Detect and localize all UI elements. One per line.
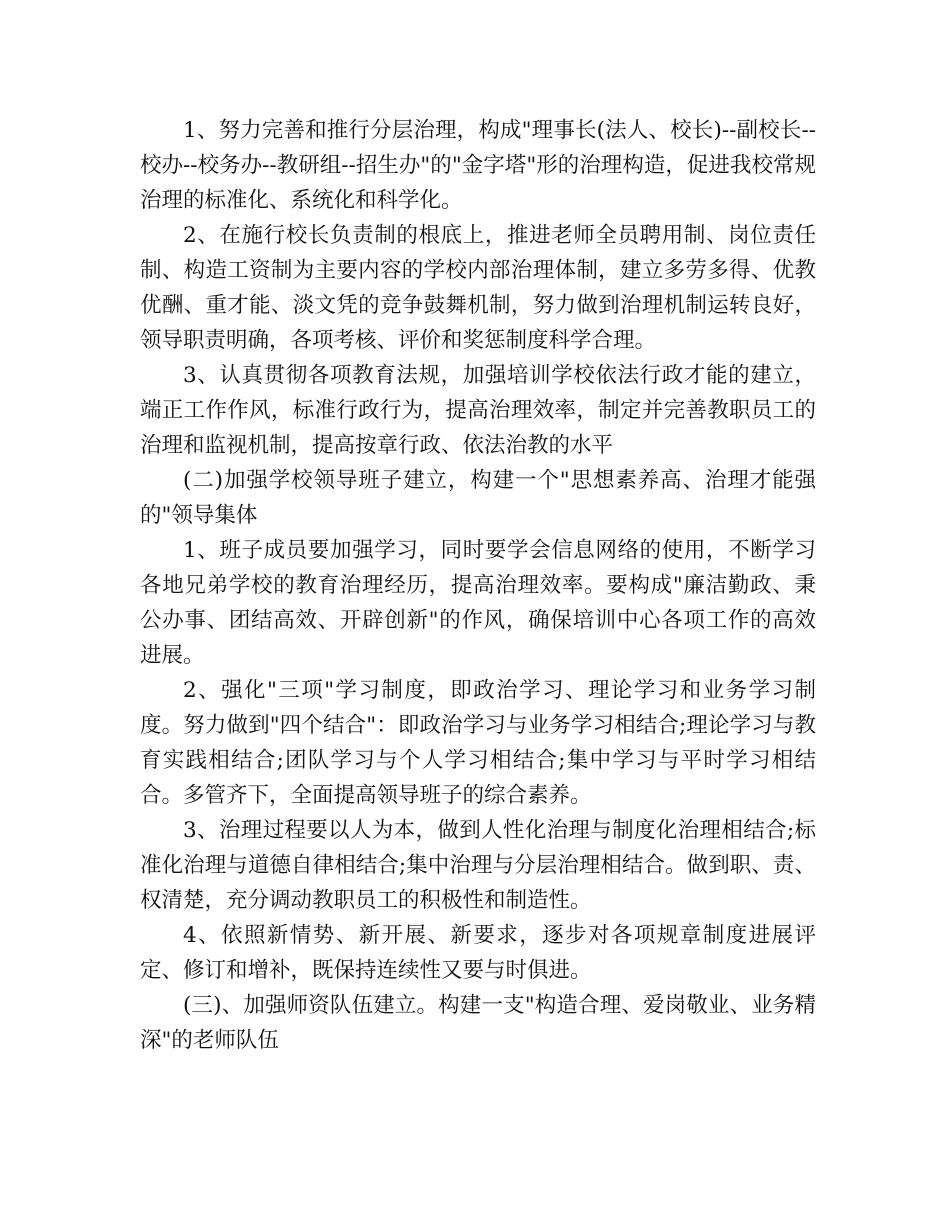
paragraph-3: 3、认真贯彻各项教育法规，加强培训学校依法行政才能的建立，端正工作作风，标准行政行为，提高治理效率，制定并完善教职员工的治理和监视机制，提高按章行政、依法治教的水平 bbox=[140, 363, 816, 458]
paragraph-1: 1、努力完善和推行分层治理，构成"理事长(法人、校长)--副校长--校办--校务办--教研组--招生办"的"金字塔"形的治理构造，促进我校常规治理的标准化、系统化和科学化。 bbox=[140, 118, 816, 213]
document-body bbox=[140, 113, 816, 1058]
paragraph-4: 1、班子成员要加强学习，同时要学会信息网络的使用，不断学习各地兄弟学校的教育治理经历，提高治理效率。要构成"廉洁勤政、秉公办事、团结高效、开辟创新"的作风，确保培训中心各项工作的高效进展。 bbox=[140, 538, 816, 668]
section-heading-3: (三)、加强师资队伍建立。构建一支"构造合理、爱岗敬业、业务精深"的老师队伍 bbox=[140, 993, 816, 1053]
paragraph-5: 2、强化"三项"学习制度，即政治学习、理论学习和业务学习制度。努力做到"四个结合"：即政治学习与业务学习相结合;理论学习与教育实践相结合;团队学习与个人学习相结合;集中学习与平时学习相结合。多管齐下，全面提高领导班子的综合素养。 bbox=[140, 678, 816, 808]
paragraph-6: 3、治理过程要以人为本，做到人性化治理与制度化治理相结合;标准化治理与道德自律相结合;集中治理与分层治理相结合。做到职、责、权清楚，充分调动教职员工的积极性和制造性。 bbox=[140, 818, 816, 913]
paragraph-7: 4、依照新情势、新开展、新要求，逐步对各项规章制度进展评定、修订和增补，既保持连续性又要与时俱进。 bbox=[140, 923, 816, 983]
section-heading-2: (二)加强学校领导班子建立，构建一个"思想素养高、治理才能强的"领导集体 bbox=[140, 468, 816, 528]
paragraph-2: 2、在施行校长负责制的根底上，推进老师全员聘用制、岗位责任制、构造工资制为主要内容的学校内部治理体制，建立多劳多得、优教优酬、重才能、淡文凭的竞争鼓舞机制，努力做到治理机制运转良好，领导职责明确，各项考核、评价和奖惩制度科学合理。 bbox=[140, 223, 816, 353]
